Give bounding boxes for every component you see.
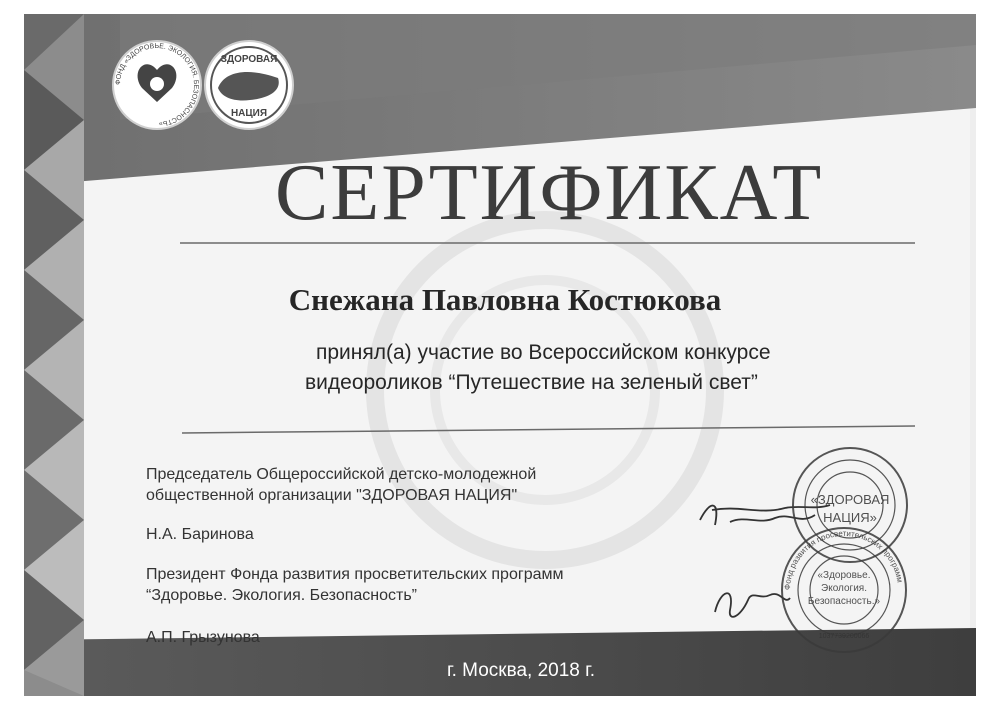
svg-text:«Здоровье.: «Здоровье. <box>817 570 871 581</box>
signer-2-name: А.П. Грызунова <box>146 629 260 646</box>
svg-text:ФОНД «ЗДОРОВЬЕ. ЭКОЛОГИЯ. БЕЗО: ФОНД «ЗДОРОВЬЕ. ЭКОЛОГИЯ. БЕЗОПАСНОСТЬ» <box>114 42 200 127</box>
svg-text:«ЗДОРОВАЯ: «ЗДОРОВАЯ <box>810 492 890 507</box>
signer-1-position-line-2: общественной организации "ЗДОРОВАЯ НАЦИЯ" <box>146 487 518 504</box>
fund-logo <box>113 41 201 129</box>
signer-1-name: Н.А. Баринова <box>146 526 254 543</box>
svg-text:ЗДОРОВАЯ: ЗДОРОВАЯ <box>220 54 278 65</box>
signer-2-position-line-2: “Здоровье. Экология. Безопасность” <box>146 587 418 604</box>
certificate-title: СЕРТИФИКАТ <box>275 149 824 237</box>
participation-text-line-2: видеороликов “Путешествие на зеленый свет” <box>305 371 758 394</box>
svg-text:1037739200066: 1037739200066 <box>818 633 870 640</box>
svg-text:НАЦИЯ»: НАЦИЯ» <box>823 510 877 525</box>
place-and-year: г. Москва, 2018 г. <box>447 660 596 681</box>
participation-text-line-1: принял(а) участие во Всероссийском конкурсе <box>316 341 771 364</box>
svg-text:НАЦИЯ: НАЦИЯ <box>230 108 268 119</box>
recipient-name: Снежана Павловна Костюкова <box>288 282 722 317</box>
signer-2-position-line-1: Президент Фонда развития просветительских программ <box>146 566 564 583</box>
healthy-nation-logo <box>205 41 293 129</box>
svg-text:Фонд развития просветительских: Фонд развития просветительских программ <box>782 528 905 591</box>
svg-text:Экология.: Экология. <box>821 583 867 594</box>
svg-text:Безопасность.»: Безопасность.» <box>807 596 881 607</box>
signer-1-position-line-1: Председатель Общероссийской детско-молодежной <box>146 466 537 483</box>
